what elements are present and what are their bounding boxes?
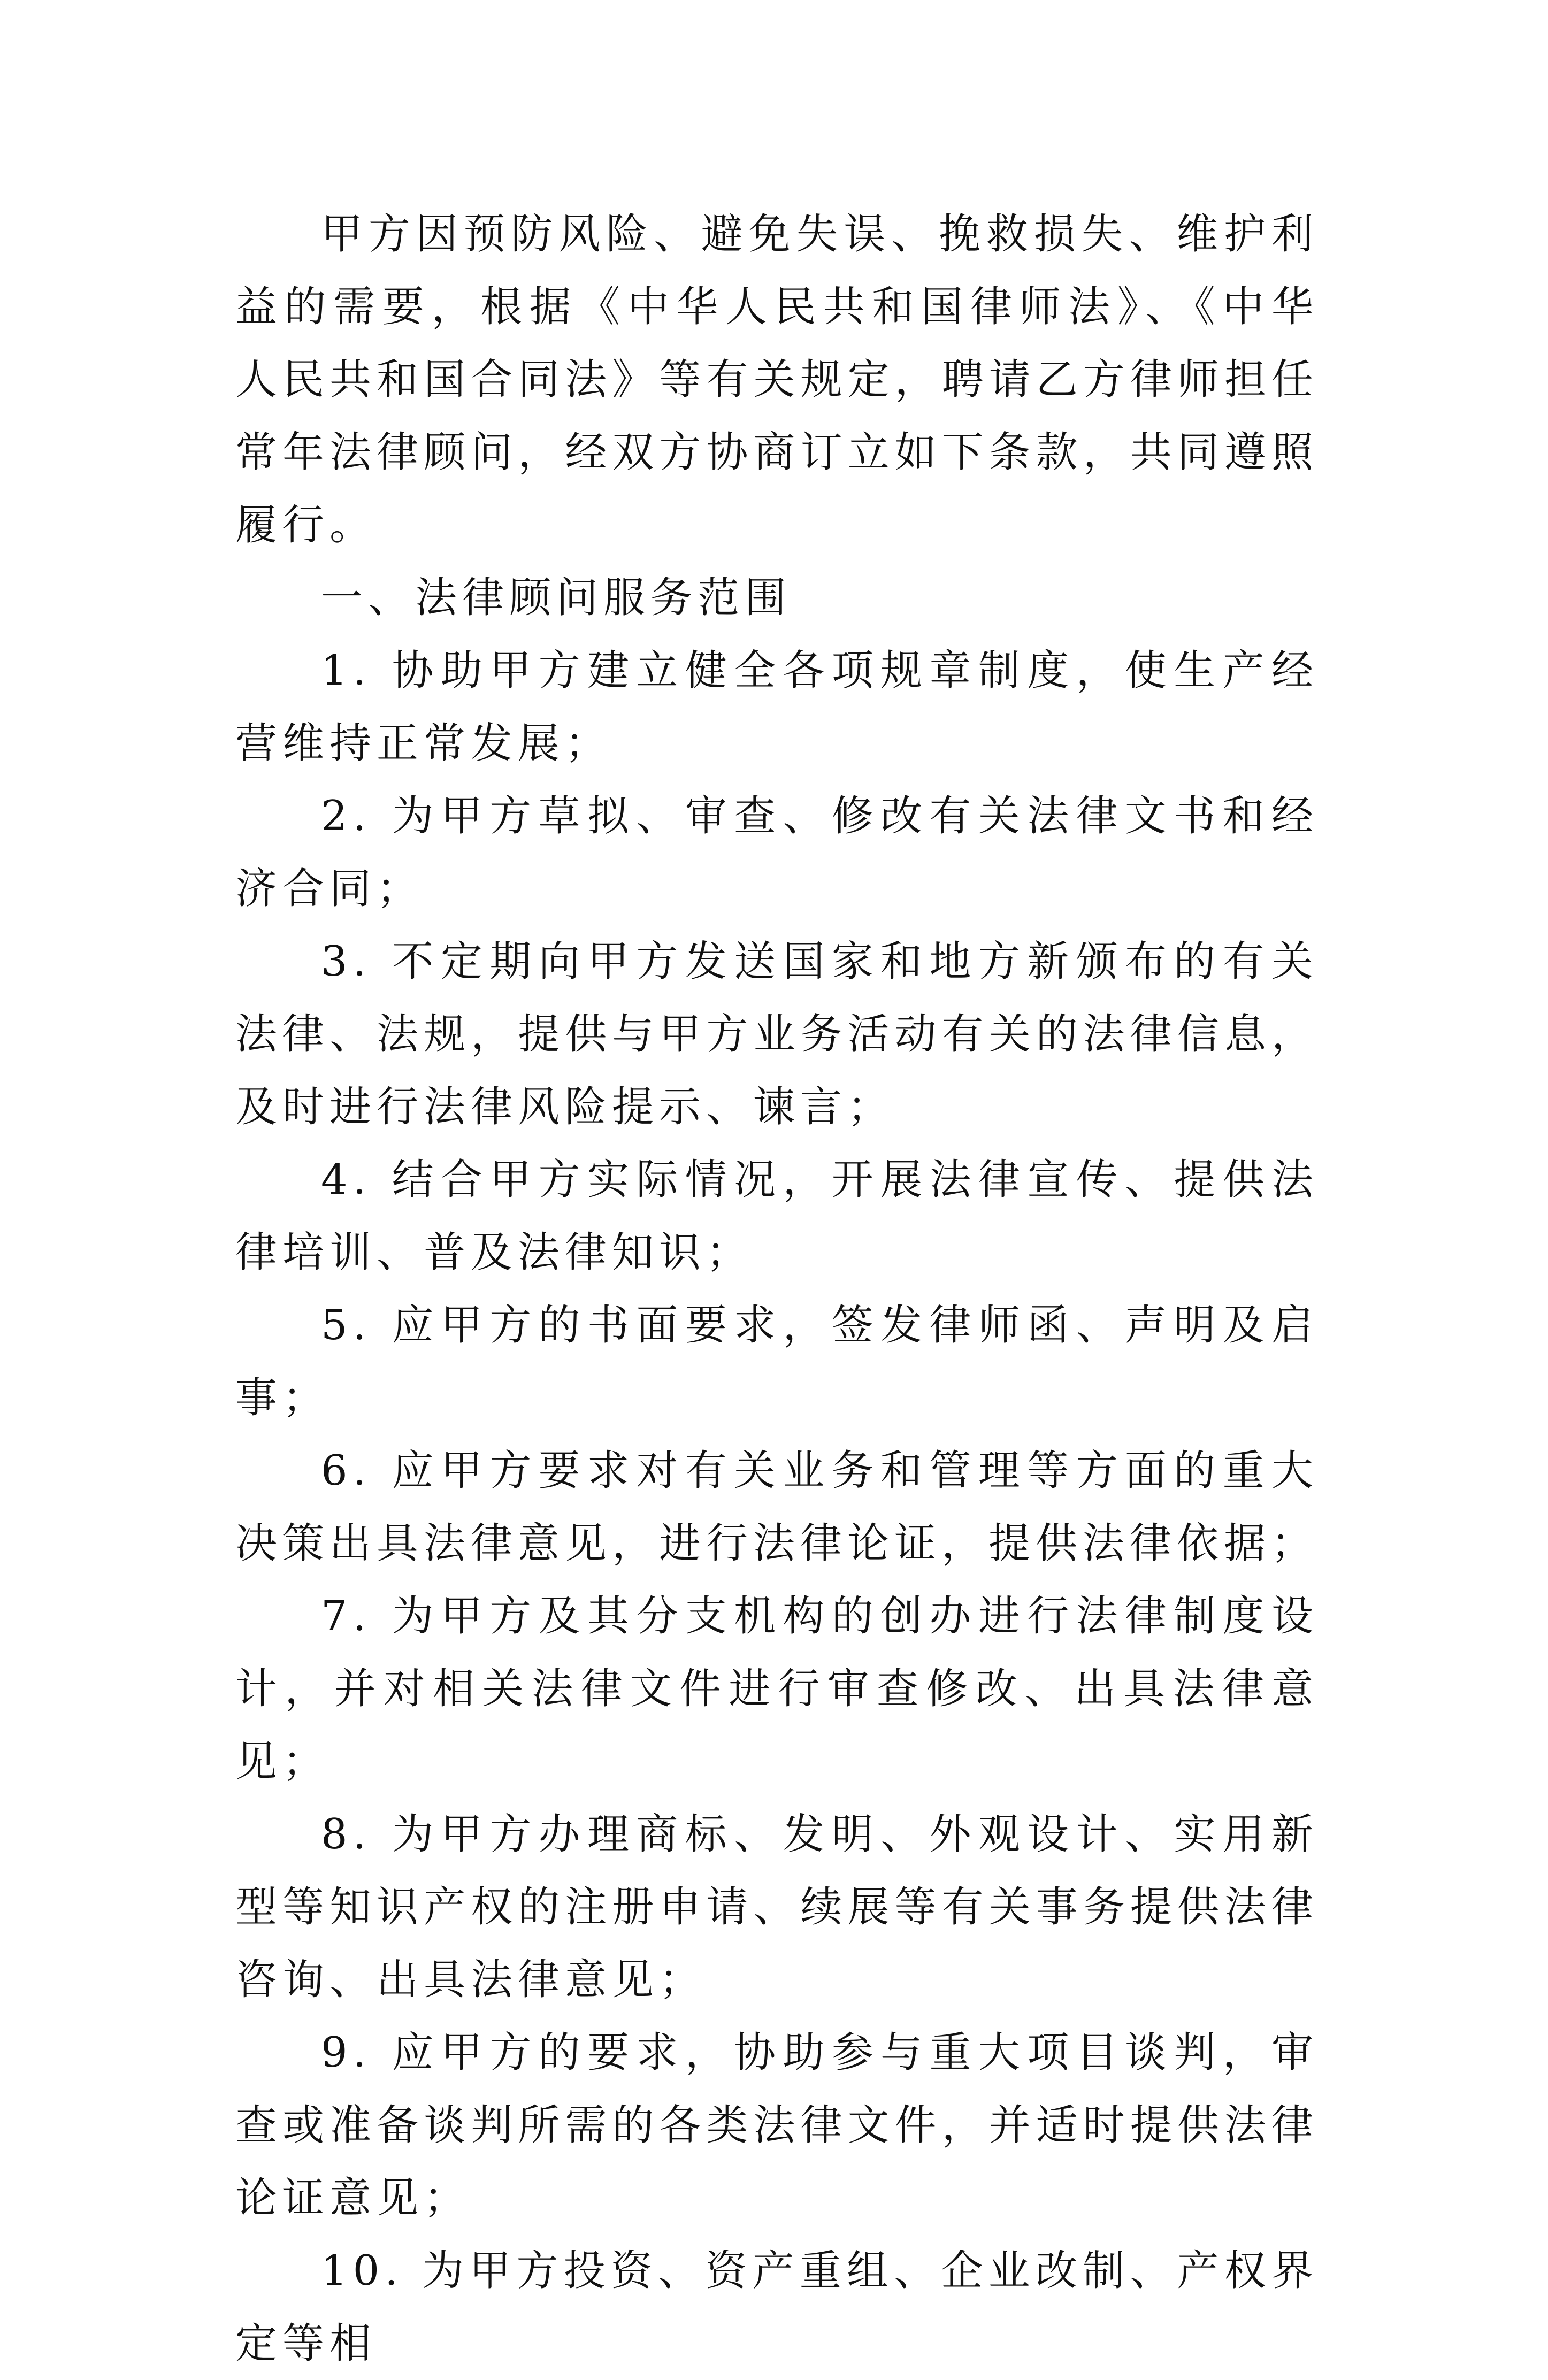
list-item: 1. 协助甲方建立健全各项规章制度，使生产经营维持正常发展； — [235, 647, 1319, 767]
intro-paragraph: 甲方因预防风险、避免失误、挽救损失、维护利益的需要，根据《中华人民共和国律师法》、《中华人民共和国合同法》等有关规定，聘请乙方律师担任常年法律顾问，经双方协商订立如下条款，共同遵照履行。 — [235, 210, 1319, 549]
list-item: 2. 为甲方草拟、审查、修改有关法律文书和经济合同； — [235, 792, 1319, 913]
list-item: 7. 为甲方及其分支机构的创办进行法律制度设计，并对相关法律文件进行审查修改、出具法律意见； — [235, 1592, 1319, 1786]
document-body — [235, 198, 1319, 2380]
list-item: 9. 应甲方的要求，协助参与重大项目谈判，审查或准备谈判所需的各类法律文件，并适时提供法律论证意见； — [235, 2029, 1319, 2222]
list-item: 4. 结合甲方实际情况，开展法律宣传、提供法律培训、普及法律知识； — [235, 1156, 1319, 1277]
section-heading: 一、法律顾问服务范围 — [321, 574, 792, 622]
list-item: 6. 应甲方要求对有关业务和管理等方面的重大决策出具法律意见，进行法律论证，提供法律依据； — [235, 1447, 1319, 1568]
list-item: 5. 应甲方的书面要求，签发律师函、声明及启事； — [235, 1301, 1319, 1422]
list-item: 8. 为甲方办理商标、发明、外观设计、实用新型等知识产权的注册申请、续展等有关事务提供法律咨询、出具法律意见； — [235, 1810, 1319, 2004]
list-item: 10. 为甲方投资、资产重组、企业改制、产权界定等相 — [235, 2247, 1319, 2368]
list-item: 3. 不定期向甲方发送国家和地方新颁布的有关法律、法规，提供与甲方业务活动有关的法律信息，及时进行法律风险提示、谏言； — [235, 938, 1319, 1131]
